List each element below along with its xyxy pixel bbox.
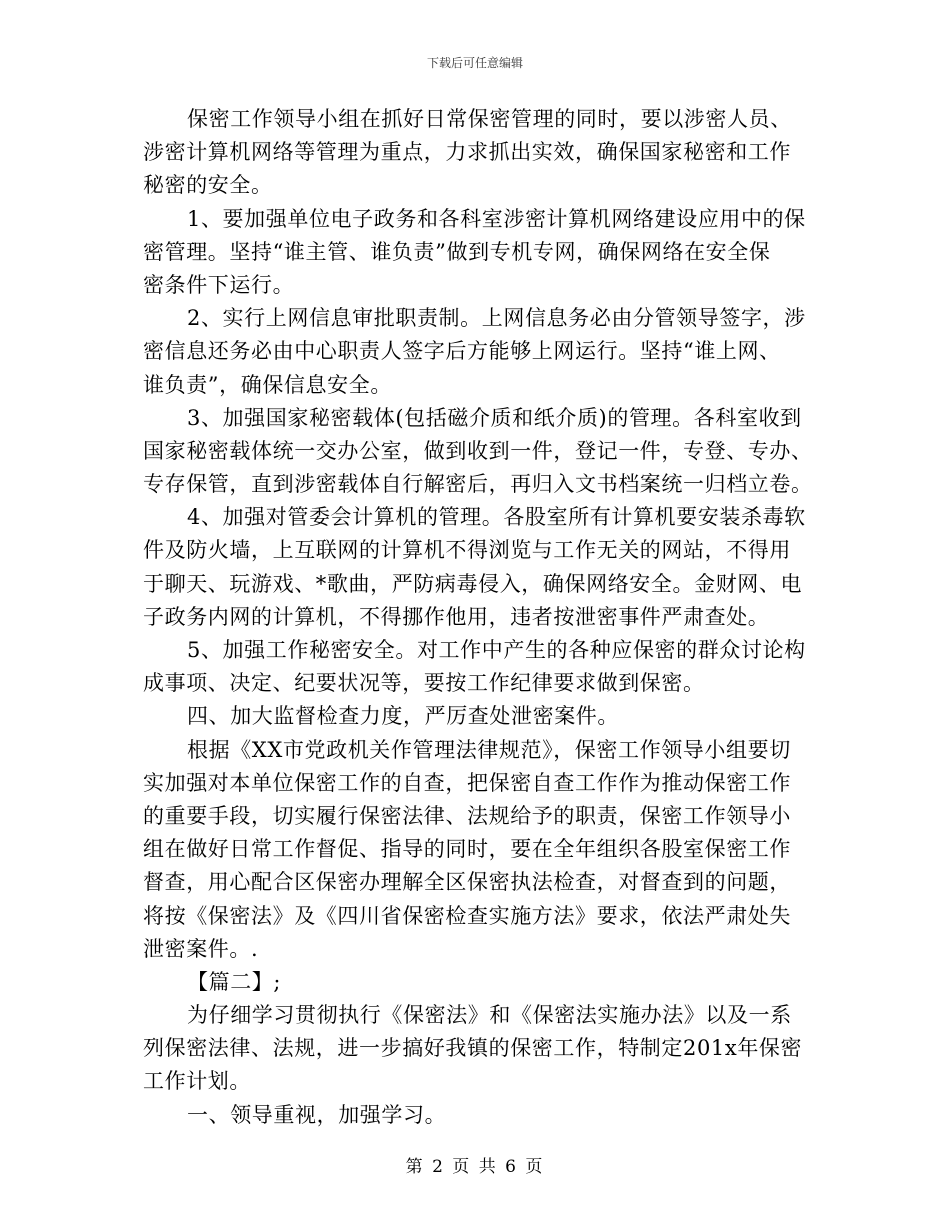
text-line: 实加强对本单位保密工作的自查，把保密自查工作作为推动保密工作 — [143, 770, 791, 795]
text-line: 工作计划。 — [143, 1069, 251, 1094]
text-line: 密管理。坚持“谁主管、谁负责”做到专机专网，确保网络在安全保 — [143, 239, 771, 264]
page-header: 下载后可任意编辑 — [426, 56, 523, 70]
text-line: 四、加大监督检查力度，严厉查处泄密案件。 — [187, 704, 619, 729]
text-line: 3、加强国家秘密载体(包括磁介质和纸介质)的管理。各科室收到 — [187, 405, 802, 430]
text-line: 为仔细学习贯彻执行《保密法》和《保密法实施办法》以及一系 — [187, 1003, 792, 1028]
text-line: 【篇二】; — [187, 969, 282, 994]
text-line: 4、加强对管委会计算机的管理。各股室所有计算机要安装杀毒软 — [187, 505, 806, 530]
text-line: 将按《保密法》及《四川省保密检查实施方法》要求，依法严肃处失 — [143, 903, 791, 928]
text-line: 保密工作领导小组在抓好日常保密管理的同时，要以涉密人员、 — [187, 107, 792, 131]
text-line: 一、领导重视，加强学习。 — [187, 1102, 447, 1127]
text-line: 密信息还务必由中心职责人签字后方能够上网运行。坚持“谁上网、 — [143, 339, 781, 364]
text-line: 涉密计算机网络等管理为重点，力求抓出实效，确保国家秘密和工作 — [143, 140, 791, 165]
text-line: 组在做好日常工作督促、指导的同时，要在全年组织各股室保密工作 — [143, 837, 791, 862]
text-line: 秘密的安全。 — [143, 173, 273, 198]
text-line: 根据《XX市党政机关作管理法律规范》，保密工作领导小组要切 — [187, 737, 791, 762]
text-line: 督查，用心配合区保密办理解全区保密执法检查，对督查到的问题， — [143, 870, 791, 895]
text-line: 的重要手段，切实履行保密法律、法规给予的职责，保密工作领导小 — [143, 803, 791, 828]
text-line: 谁负责”，确保信息安全。 — [143, 372, 392, 397]
text-line: 国家秘密载体统一交办公室，做到收到一件，登记一件，专登、专办、 — [143, 438, 813, 463]
text-line: 件及防火墙，上互联网的计算机不得浏览与工作无关的网站，不得用 — [143, 538, 791, 563]
page-footer: 第 2 页 共 6 页 — [405, 1157, 545, 1177]
text-line: 密条件下运行。 — [143, 272, 295, 297]
text-line: 列保密法律、法规，进一步搞好我镇的保密工作，特制定201x年保密 — [143, 1036, 803, 1061]
text-line: 1、要加强单位电子政务和各科室涉密计算机网络建设应用中的保 — [187, 206, 806, 231]
text-line: 2、实行上网信息审批职责制。上网信息务必由分管领导签字，涉 — [187, 306, 806, 331]
text-line: 5、加强工作秘密安全。对工作中产生的各种应保密的群众讨论构 — [187, 638, 806, 662]
text-line: 专存保管，直到涉密载体自行解密后，再归入文书档案统一归档立卷。 — [143, 472, 813, 497]
text-line: 于聊天、玩游戏、*歌曲，严防病毒侵入，确保网络安全。金财网、电 — [143, 571, 803, 596]
document-body — [143, 103, 813, 1132]
text-line: 泄密案件。. — [143, 936, 259, 961]
text-line: 子政务内网的计算机，不得挪作他用，违者按泄密事件严肃查处。 — [143, 604, 770, 629]
text-line: 成事项、决定、纪要状况等，要按工作纪律要求做到保密。 — [143, 671, 705, 696]
